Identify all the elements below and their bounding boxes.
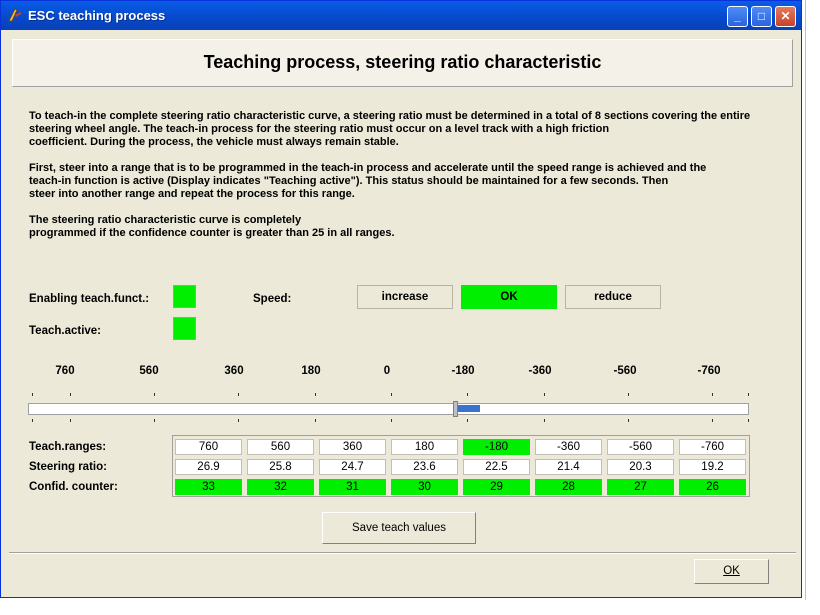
save-teach-values-button[interactable]: Save teach values bbox=[322, 512, 476, 544]
speed-ok-indicator: OK bbox=[461, 285, 557, 309]
steering-angle-indicator bbox=[458, 405, 480, 412]
scale-tick bbox=[238, 393, 239, 396]
counter-cell: 30 bbox=[391, 479, 458, 495]
scale-label-0: 0 bbox=[383, 365, 391, 377]
divider bbox=[9, 552, 796, 554]
scale-tick bbox=[544, 419, 545, 422]
range-cell: 180 bbox=[391, 439, 458, 455]
confidence-counter-label: Confid. counter: bbox=[29, 481, 118, 493]
header-panel bbox=[12, 39, 793, 87]
ratio-cell: 26.9 bbox=[175, 459, 242, 475]
scale-tick bbox=[628, 393, 629, 396]
steering-angle-slider[interactable] bbox=[28, 403, 749, 415]
instructions-paragraph-1: To teach-in the complete steering ratio characteristic curve, a steering ratio must be determined in a total of 8 sections covering the entire steering wheel angle. The teach-in process for the steering ratio must occur on a level track with a high friction coefficient. During the process, the vehicle must always remain stable. bbox=[29, 110, 751, 148]
scale-tick bbox=[628, 419, 629, 422]
ratio-cell: 20.3 bbox=[607, 459, 674, 475]
ratio-cell: 24.7 bbox=[319, 459, 386, 475]
counter-cell: 32 bbox=[247, 479, 314, 495]
scale-tick bbox=[238, 419, 239, 422]
scale-label-minus-180: -180 bbox=[451, 365, 475, 377]
ok-button-label: OK bbox=[723, 565, 740, 577]
app-icon bbox=[7, 7, 23, 23]
scale-label-560: 560 bbox=[139, 365, 159, 377]
range-cell: -560 bbox=[607, 439, 674, 455]
scale-tick bbox=[391, 393, 392, 396]
range-cell-active: -180 bbox=[463, 439, 530, 455]
speed-label: Speed: bbox=[253, 293, 292, 305]
scale-tick bbox=[32, 393, 33, 396]
counter-cell: 26 bbox=[679, 479, 746, 495]
close-button[interactable] bbox=[775, 6, 796, 27]
scale-tick bbox=[315, 393, 316, 396]
counter-cell: 27 bbox=[607, 479, 674, 495]
background-divider bbox=[805, 0, 806, 600]
counter-cell: 28 bbox=[535, 479, 602, 495]
range-cell: -760 bbox=[679, 439, 746, 455]
instructions-paragraph-3: The steering ratio characteristic curve is completely programmed if the confidence counter is greater than 25 in all ranges. bbox=[29, 214, 395, 239]
ratio-cell: 25.8 bbox=[247, 459, 314, 475]
teach-active-indicator bbox=[173, 317, 196, 340]
ratio-cell: 19.2 bbox=[679, 459, 746, 475]
maximize-icon: □ bbox=[757, 9, 766, 23]
scale-tick bbox=[544, 393, 545, 396]
ratio-cell: 22.5 bbox=[463, 459, 530, 475]
page-title: Teaching process, steering ratio characteristic bbox=[203, 52, 602, 72]
maximize-button[interactable] bbox=[751, 6, 772, 27]
scale-label-minus-560: -560 bbox=[613, 365, 637, 377]
scale-tick bbox=[32, 419, 33, 422]
scale-tick bbox=[712, 393, 713, 396]
minimize-button[interactable] bbox=[727, 6, 748, 27]
scale-tick bbox=[748, 393, 749, 396]
scale-tick bbox=[391, 419, 392, 422]
counter-cell: 31 bbox=[319, 479, 386, 495]
speed-reduce-indicator: reduce bbox=[565, 285, 661, 309]
scale-tick bbox=[467, 419, 468, 422]
ratio-cell: 21.4 bbox=[535, 459, 602, 475]
instructions-paragraph-2: First, steer into a range that is to be programmed in the teach-in process and accelerate until the speed range is achieved and the teach-in function is active (Display indicates "Teaching active"). This status should be maintained for a few seconds. Then steer into another range and repeat the process for this range. bbox=[29, 162, 707, 200]
steering-ratio-label: Steering ratio: bbox=[29, 461, 107, 473]
scale-tick bbox=[154, 393, 155, 396]
scale-label-760: 760 bbox=[55, 365, 75, 377]
teach-active-label: Teach.active: bbox=[29, 325, 102, 337]
range-cell: 560 bbox=[247, 439, 314, 455]
title-bar[interactable] bbox=[1, 1, 801, 30]
counter-cell: 29 bbox=[463, 479, 530, 495]
close-icon: ✕ bbox=[780, 9, 791, 23]
speed-increase-indicator: increase bbox=[357, 285, 453, 309]
teach-ranges-label: Teach.ranges: bbox=[29, 441, 107, 453]
scale-tick bbox=[70, 419, 71, 422]
scale-label-180: 180 bbox=[301, 365, 321, 377]
enabling-teach-label: Enabling teach.funct.: bbox=[29, 293, 150, 305]
scale-tick bbox=[315, 419, 316, 422]
enabling-teach-indicator bbox=[173, 285, 196, 308]
range-cell: 360 bbox=[319, 439, 386, 455]
instructions bbox=[29, 110, 779, 253]
scale-tick bbox=[712, 419, 713, 422]
scale-tick bbox=[154, 419, 155, 422]
slider-thumb[interactable] bbox=[453, 401, 458, 417]
scale-label-minus-360: -360 bbox=[528, 365, 552, 377]
scale-label-minus-760: -760 bbox=[697, 365, 721, 377]
window-title: ESC teaching process bbox=[28, 8, 166, 23]
scale-label-360: 360 bbox=[224, 365, 244, 377]
ratio-cell: 23.6 bbox=[391, 459, 458, 475]
range-cell: 760 bbox=[175, 439, 242, 455]
ok-button[interactable] bbox=[694, 559, 769, 584]
minimize-icon: _ bbox=[734, 9, 741, 23]
scale-tick bbox=[467, 393, 468, 396]
dialog-content bbox=[9, 31, 796, 591]
range-cell: -360 bbox=[535, 439, 602, 455]
scale-tick bbox=[70, 393, 71, 396]
counter-cell: 33 bbox=[175, 479, 242, 495]
scale-tick bbox=[748, 419, 749, 422]
